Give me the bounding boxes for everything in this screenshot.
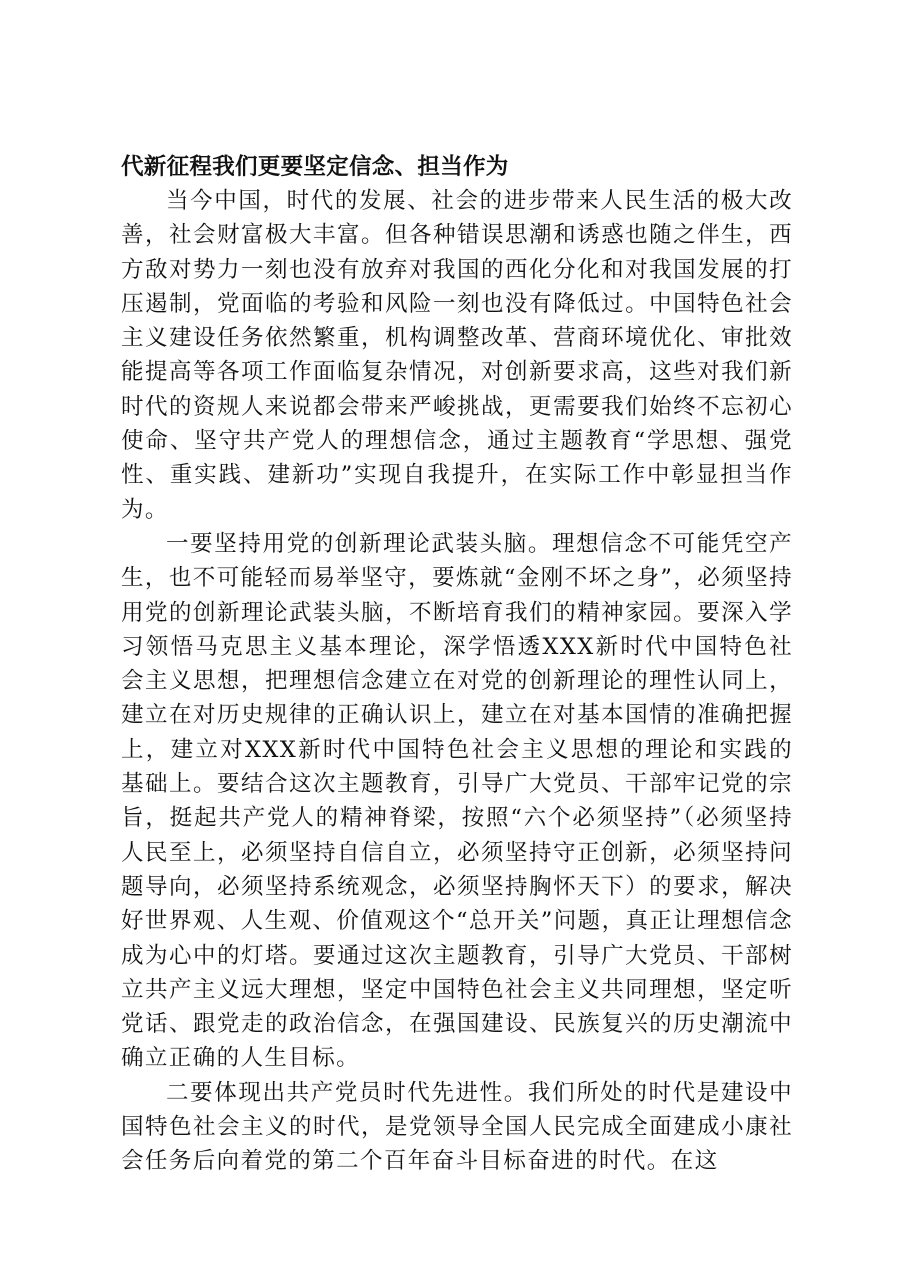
section-heading: 代新征程我们更要坚定信念、担当作为 — [121, 154, 509, 180]
paragraph-point-two: 二要体现出共产党员时代先进性。我们所处的时代是建设中国特色社会主义的时代，是党领导全国人民完成全面建成小康社会任务后向着党的第二个百年奋斗目标奋进的时代。在这 — [121, 1079, 793, 1175]
document-body — [121, 150, 793, 1179]
paragraph-point-one: 一要坚持用党的创新理论武装头脑。理想信念不可能凭空产生，也不可能轻而易举坚守，要炼就“金刚不坏之身”，必须坚持用党的创新理论武装头脑，不断培育我们的精神家园。要深入学习领悟马克思主义基本理论，深学悟透XXX新时代中国特色社会主义思想，把理想信念建立在对党的创新理论的理性认同上，建立在对历史规律的正确认识上，建立在对基本国情的准确把握上，建立对XXX新时代中国特色社会主义思想的理论和实践的基础上。要结合这次主题教育，引导广大党员、干部牢记党的宗旨，挺起共产党人的精神脊梁，按照“六个必须坚持”（必须坚持人民至上，必须坚持自信自立，必须坚持守正创新，必须坚持问题导向，必须坚持系统观念，必须坚持胸怀天下）的要求，解决好世界观、人生观、价值观这个“总开关”问题，真正让理想信念成为心中的灯塔。要通过这次主题教育，引导广大党员、干部树立共产主义远大理想，坚定中国特色社会主义共同理想，坚定听党话、跟党走的政治信念，在强国建设、民族复兴的历史潮流中确立正确的人生目标。 — [121, 530, 793, 1072]
paragraph-intro: 当今中国，时代的发展、社会的进步带来人民生活的极大改善，社会财富极大丰富。但各种错误思潮和诱惑也随之伴生，西方敌对势力一刻也没有放弃对我国的西化分化和对我国发展的打压遏制，党面临的考验和风险一刻也没有降低过。中国特色社会主义建设任务依然繁重，机构调整改革、营商环境优化、审批效能提高等各项工作面临复杂情况，对创新要求高，这些对我们新时代的资规人来说都会带来严峻挑战，更需要我们始终不忘初心使命、坚守共产党人的理想信念，通过主题教育“学思想、强党性、重实践、建新功”实现自我提升，在实际工作中彰显担当作为。 — [121, 188, 793, 523]
